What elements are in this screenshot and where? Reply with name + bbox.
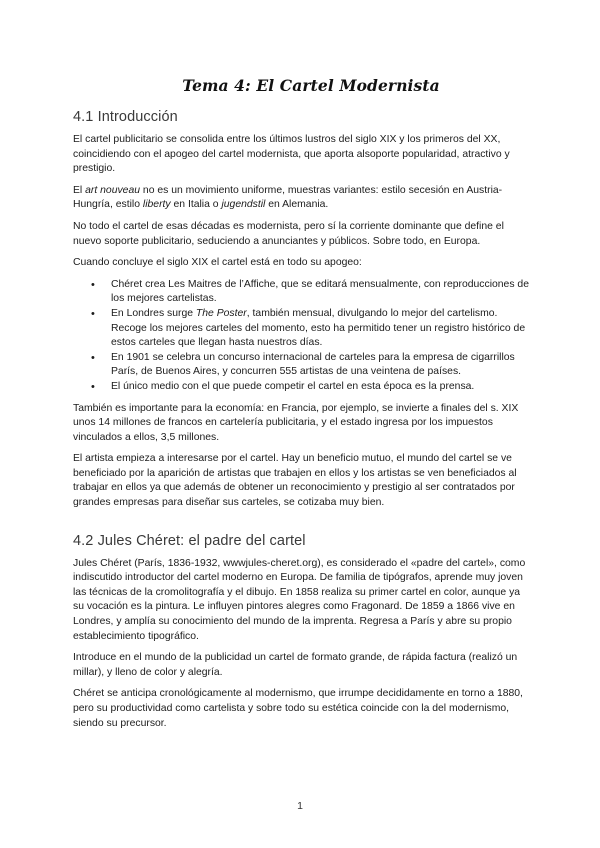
list-item: • En 1901 se celebra un concurso internacional de carteles para la empresa de cigarrillos París, de Buenos Aires, y concurren 555 artistas de una veintena de países. (111, 351, 529, 380)
section-heading-jules-cheret: 4.2 Jules Chéret: el padre del cartel (73, 532, 306, 549)
paragraph: También es importante para la economía: en Francia, por ejemplo, se invierte a finales del s. XIX unos 14 millones de francos en cartelería publicitaria, y el estado ingresa por los impuestos vinculados a ellos, 3,5 millones. (73, 402, 519, 443)
document-title: Tema 4: El Cartel Modernista (182, 76, 440, 95)
paragraph-art-nouveau: El art nouveau no es un movimiento uniforme, muestras variantes: estilo secesión en Austria-Hungría, estilo liberty en Italia o jugendstil en Alemania. (73, 184, 503, 211)
italic-term: jugendstil (221, 199, 266, 211)
paragraph: Jules Chéret (París, 1836-1932, wwwjules-cheret.org), es considerado el «padre del cartel», como indiscutido introductor del cartel moderno en Europa. De familia de tipógrafos, aprende muy joven las técnicas de la cromolitografía y el dibujo. En 1858 realiza su primer cartel en color, aunque ya su vocación es la pintura. Le influyen pintores alegres como Fragonard. De 1859 a 1866 vive en Londres, y amplía su conocimiento del mundo de la imprenta. Regresa a París y abre su propio establecimiento tipográfico. (73, 557, 526, 642)
list-item: • El único medio con el que puede competir el cartel en esta época es la prensa. (111, 380, 529, 395)
paragraph: No todo el cartel de esas décadas es modernista, pero sí la corriente dominante que define el nuevo soporte publicitario, seduciendo a anunciantes y públicos. Sobre todo, en Europa. (73, 220, 504, 247)
paragraph: Cuando concluye el siglo XIX el cartel está en todo su apogeo: (73, 257, 362, 269)
italic-term: art nouveau (85, 184, 141, 196)
page-number: 1 (297, 800, 303, 812)
paragraph: Chéret se anticipa cronológicamente al modernismo, que irrumpe decididamente en torno a 1880, pero su productividad como cartelista y sobre todo su estética coincide con la del modernismo, siendo su precursor. (73, 688, 523, 729)
bullet-list (73, 278, 529, 395)
italic-term: liberty (142, 199, 171, 211)
paragraph: El artista empieza a interesarse por el cartel. Hay un beneficio mutuo, el mundo del cartel se ve beneficiado por la aparición de artistas que trabajen en ellos y los artistas se ven beneficiados al trabajar en ellos ya que además de obtener un reconocimiento y prestigio al ser contratados por grandes empresas para diseñar sus carteles, se cotizaba muy bien. (73, 453, 517, 509)
paragraph: El cartel publicitario se consolida entre los últimos lustros del siglo XIX y los primeros del XX, coincidiendo con el apogeo del cartel modernista, que aporta alsoporte popularidad, atractivo y prestigio. (73, 134, 510, 175)
paragraph: Introduce en el mundo de la publicidad un cartel de formato grande, de rápida factura (realizó un millar), y lleno de color y alegría. (73, 652, 518, 678)
italic-term: The Poster (195, 307, 247, 319)
list-item: • En Londres surge The Poster, también mensual, divulgando lo mejor del cartelismo. Recoge los mejores carteles del momento, esto ha permitido tener un registro histórico de estos carteles que llegan hasta nuestros días. (111, 307, 529, 351)
page-content (73, 76, 529, 738)
list-item: • Chéret crea Les Maitres de l’Affiche, que se editará mensualmente, con reproducciones de los mejores cartelistas. (111, 278, 529, 307)
section-heading-introduccion: 4.1 Introducción (73, 109, 178, 125)
